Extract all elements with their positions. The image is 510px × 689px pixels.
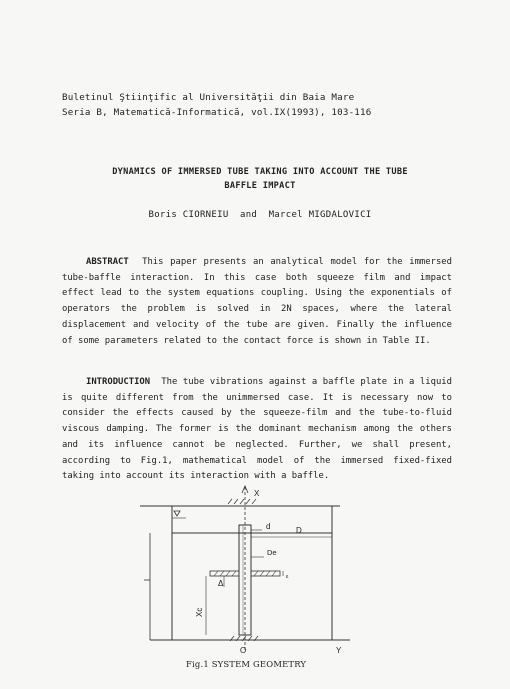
abstract-heading: ABSTRACT [86,257,129,267]
x-axis-label: X [254,489,260,498]
abstract-section [62,255,452,349]
journal-name: Buletinul Ştiinţific al Universităţii din Baia Mare [62,92,355,103]
D-label: D [296,526,302,535]
top-hatching [228,499,256,504]
title-line-2: BAFFLE IMPACT [224,181,296,191]
liquid-level-icon [174,511,180,516]
delta-label: Δ [218,579,224,588]
authors: Boris CIORNEIU and Marcel MIGDALOVICI [148,210,372,220]
De-label: De [267,548,277,557]
system-geometry-figure [140,485,370,657]
figure-caption: Fig.1 SYSTEM GEOMETRY [186,659,307,669]
title-line-1: DYNAMICS OF IMMERSED TUBE TAKING INTO ACCOUNT THE TUBE [112,167,408,177]
eps-label: ε [286,574,289,580]
origin-label: O [240,646,247,655]
d-label: d [266,522,271,531]
xc-label: Xc [195,607,204,617]
introduction-section [62,375,452,485]
y-axis-label: Y [336,646,342,655]
introduction-heading: INTRODUCTION [86,377,151,387]
paper-title [40,165,480,193]
abstract-text: This paper presents an analytical model for the immersed tube-baffle interaction. In this case both squeeze film and impact effect lead to the system equations coupling. Using the exponentials of operators the problem is solved in 2N spaces, where the lateral displacement and velocity of the tube are given. Finally the influence of some parameters related to the contact force is shown in Table II. [62,257,452,346]
journal-header [62,90,372,120]
introduction-text: The tube vibrations against a baffle plate in a liquid is quite different from the unimmersed case. It is necessary now to consider the effects caused by the squeeze-film and the tube-to-fluid viscous damping. The former is the dominant mechanism among the others and its influence cannot be neglected. Further, we shall present, according to Fig.1, mathematical model of the immersed fixed-fixed taking into account its interaction with a baffle. [62,377,452,482]
journal-series: Seria B, Matematică-Informatică, vol.IX(1993), 103-116 [62,107,372,118]
